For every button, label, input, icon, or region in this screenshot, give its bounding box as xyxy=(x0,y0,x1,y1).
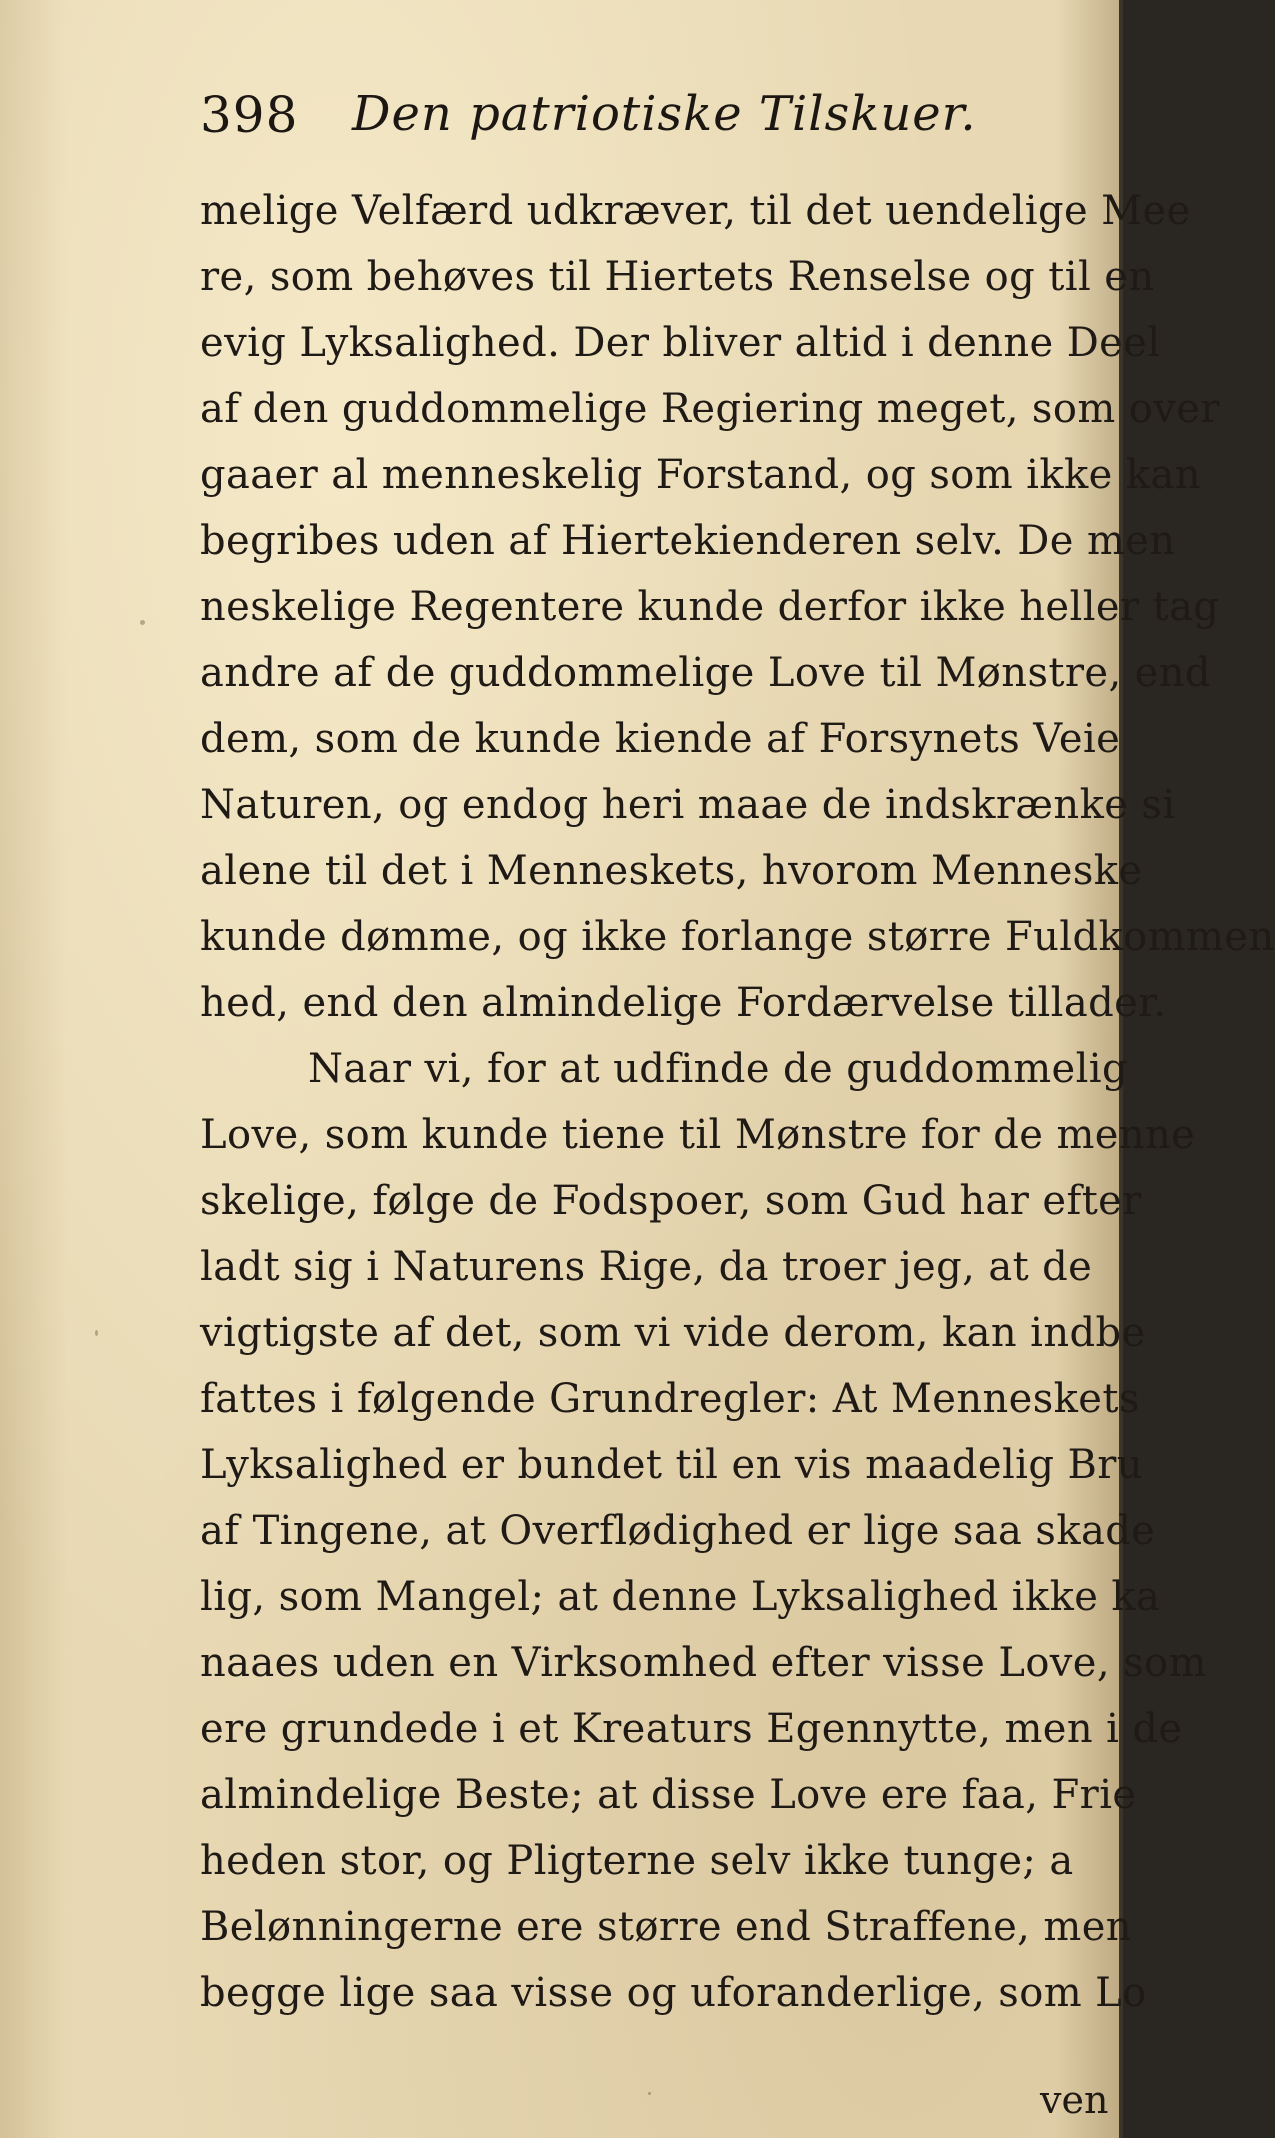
text-line: gaaer al menneskelig Forstand, og som ikke kan xyxy=(200,452,1201,498)
text-line: heden stor, og Pligterne selv ikke tunge; a xyxy=(200,1838,1074,1884)
text-line: dem, som de kunde kiende af Forsynets Veie xyxy=(200,716,1121,762)
paper-speck xyxy=(95,1330,98,1336)
text-line: fattes i følgende Grundregler: At Menneskets xyxy=(200,1376,1140,1422)
running-title: Den patriotiske Tilskuer. xyxy=(352,86,977,142)
text-line: lig, som Mangel; at denne Lyksalighed ikke ka xyxy=(200,1574,1161,1620)
text-line: alene til det i Menneskets, hvorom Menneske xyxy=(200,848,1143,894)
paper-speck xyxy=(648,2092,651,2095)
text-line: neskelige Regentere kunde derfor ikke heller tag xyxy=(200,584,1220,630)
catchword: ven xyxy=(1040,2078,1109,2122)
paper-speck xyxy=(140,620,145,625)
text-line: almindelige Beste; at disse Love ere faa, Frie xyxy=(200,1772,1137,1818)
text-line: Lyksalighed er bundet til en vis maadelig Bru xyxy=(200,1442,1143,1488)
page-header xyxy=(200,78,1080,158)
text-line: Belønningerne ere større end Straffene, men xyxy=(200,1904,1132,1950)
text-line: skelige, følge de Fodspoer, som Gud har efter xyxy=(200,1178,1142,1224)
text-line: af den guddommelige Regiering meget, som over xyxy=(200,386,1220,432)
text-line: evig Lyksalighed. Der bliver altid i denne Deel xyxy=(200,320,1161,366)
text-line: ere grundede i et Kreaturs Egennytte, men i de xyxy=(200,1706,1183,1752)
text-line: naaes uden en Virksomhed efter visse Love, som xyxy=(200,1640,1207,1686)
text-line: kunde dømme, og ikke forlange større Fuldkommen xyxy=(200,914,1275,960)
paragraph-start-line: Naar vi, for at udfinde de guddommelig xyxy=(308,1046,1129,1092)
text-line: hed, end den almindelige Fordærvelse tillader. xyxy=(200,980,1167,1026)
text-line: ladt sig i Naturens Rige, da troer jeg, at de xyxy=(200,1244,1093,1290)
paper-speck xyxy=(612,1460,616,1464)
text-line: vigtigste af det, som vi vide derom, kan indbe xyxy=(200,1310,1146,1356)
text-line: melige Velfærd udkræver, til det uendelige Mee xyxy=(200,188,1191,234)
text-line: begge lige saa visse og uforanderlige, som Lo xyxy=(200,1970,1147,2016)
text-line: Love, som kunde tiene til Mønstre for de menne xyxy=(200,1112,1196,1158)
page-number: 398 xyxy=(200,86,299,144)
text-line: af Tingene, at Overflødighed er lige saa skade xyxy=(200,1508,1156,1554)
text-line: re, som behøves til Hiertets Renselse og til en xyxy=(200,254,1155,300)
text-line: Naturen, og endog heri maae de indskrænke si xyxy=(200,782,1176,828)
text-line: andre af de guddommelige Love til Mønstre, end xyxy=(200,650,1211,696)
text-line: begribes uden af Hiertekienderen selv. De men xyxy=(200,518,1176,564)
